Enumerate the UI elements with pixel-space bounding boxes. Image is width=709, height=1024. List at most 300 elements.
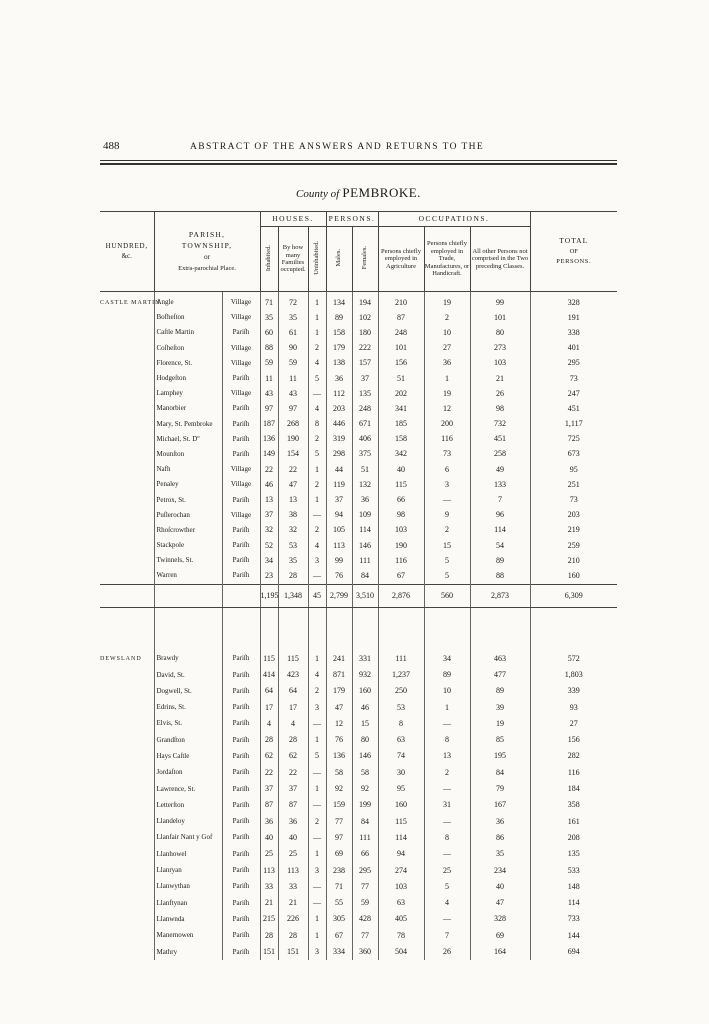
table-row xyxy=(100,895,617,911)
type-cell: Pariſh xyxy=(222,911,260,927)
other-cell: 79 xyxy=(470,781,530,797)
agriculture-cell: 94 xyxy=(378,846,424,862)
county-prefix: County of xyxy=(296,188,340,200)
families-cell: 40 xyxy=(278,830,308,846)
uninhabited-cell: — xyxy=(308,508,326,523)
hundred-cell xyxy=(100,748,154,764)
table-row xyxy=(100,928,617,944)
parish-cell: Penaley xyxy=(154,477,222,492)
trade-cell: 116 xyxy=(424,432,470,447)
parish-cell: Mathry xyxy=(154,944,222,960)
other-cell: 103 xyxy=(470,356,530,371)
gap-cell xyxy=(326,607,352,648)
uninhabited-cell: 1 xyxy=(308,781,326,797)
families-cell: 28 xyxy=(278,568,308,584)
type-cell: Pariſh xyxy=(222,765,260,781)
uninhabited-cell: 1 xyxy=(308,292,326,311)
agriculture-cell: 248 xyxy=(378,325,424,340)
parish-cell: Twinnels, St. xyxy=(154,553,222,568)
parish-cell: Hays Caſtle xyxy=(154,748,222,764)
trade-cell: — xyxy=(424,781,470,797)
agriculture-cell: 405 xyxy=(378,911,424,927)
trade-cell: 3 xyxy=(424,477,470,492)
table-row xyxy=(100,523,617,538)
parish-cell: Edrins, St. xyxy=(154,699,222,715)
total-cell: 282 xyxy=(567,751,580,761)
males-cell: 92 xyxy=(326,781,352,797)
other-cell: 258 xyxy=(470,447,530,462)
females-cell: 295 xyxy=(352,862,378,878)
hundred-cell xyxy=(100,911,154,927)
total-cell: 148 xyxy=(567,881,580,891)
families-cell: 13 xyxy=(278,492,308,507)
trade-cell: 5 xyxy=(424,568,470,584)
gap-cell xyxy=(530,607,617,648)
type-cell: Pariſh xyxy=(222,830,260,846)
head-rule-2 xyxy=(100,163,617,165)
type-cell: Pariſh xyxy=(222,846,260,862)
parish-cell: Hodgeſton xyxy=(154,371,222,386)
type-cell: Village xyxy=(222,341,260,356)
inhabited-cell: 215 xyxy=(260,911,278,927)
inhabited-cell: 37 xyxy=(260,508,278,523)
hundred-cell xyxy=(100,310,154,325)
trade-cell: 89 xyxy=(424,667,470,683)
hundred-cell xyxy=(100,538,154,553)
hundred-cell xyxy=(100,846,154,862)
agriculture-cell: 101 xyxy=(378,341,424,356)
total-cell: 1,803 xyxy=(564,670,583,679)
hundred-cell xyxy=(100,462,154,477)
inhabited-cell: 115 xyxy=(260,648,278,667)
total-other-cell: 2,873 xyxy=(470,584,530,607)
hundred-cell xyxy=(100,781,154,797)
uninhabited-cell: — xyxy=(308,568,326,584)
females-cell: 375 xyxy=(352,447,378,462)
parish-header-3: or xyxy=(204,252,210,261)
females-cell: 111 xyxy=(352,553,378,568)
inhabited-cell: 87 xyxy=(260,797,278,813)
running-head: ABSTRACT OF THE ANSWERS AND RETURNS TO THE xyxy=(190,142,485,152)
total-trade-cell: 560 xyxy=(424,584,470,607)
total-cell: 116 xyxy=(567,767,580,777)
parish-cell: Grandſton xyxy=(154,732,222,748)
type-cell: Village xyxy=(222,356,260,371)
inhabited-cell: 23 xyxy=(260,568,278,584)
type-cell: Pariſh xyxy=(222,895,260,911)
other-cell: 195 xyxy=(470,748,530,764)
total-cell: 219 xyxy=(567,525,580,535)
males-cell: 238 xyxy=(326,862,352,878)
trade-cell: 200 xyxy=(424,417,470,432)
table-row xyxy=(100,814,617,830)
families-cell: 423 xyxy=(278,667,308,683)
type-cell: Village xyxy=(222,292,260,311)
uninhabited-cell: 1 xyxy=(308,911,326,927)
families-cell: 43 xyxy=(278,386,308,401)
total-cell: 93 xyxy=(569,702,578,712)
trade-cell: 2 xyxy=(424,523,470,538)
hundred-cell xyxy=(100,492,154,507)
females-cell: 932 xyxy=(352,667,378,683)
uninhabited-cell: 1 xyxy=(308,462,326,477)
inhabited-cell: 64 xyxy=(260,683,278,699)
families-cell: 38 xyxy=(278,508,308,523)
females-cell: 146 xyxy=(352,538,378,553)
table-row xyxy=(100,667,617,683)
parish-cell: Mounſton xyxy=(154,447,222,462)
uninhabited-cell: 4 xyxy=(308,538,326,553)
type-cell: Pariſh xyxy=(222,699,260,715)
females-cell: 80 xyxy=(352,732,378,748)
inhabited-cell: 136 xyxy=(260,432,278,447)
uninhabited-cell: 1 xyxy=(308,325,326,340)
hundred-cell xyxy=(100,797,154,813)
hundred-cell xyxy=(100,765,154,781)
agriculture-cell: 190 xyxy=(378,538,424,553)
families-cell: 11 xyxy=(278,371,308,386)
gap-cell xyxy=(222,607,260,648)
uninhabited-cell: 1 xyxy=(308,492,326,507)
type-cell xyxy=(222,584,260,607)
trade-cell: — xyxy=(424,846,470,862)
agriculture-cell: 114 xyxy=(378,830,424,846)
females-cell: 77 xyxy=(352,928,378,944)
inhabited-cell: 22 xyxy=(260,462,278,477)
total-row xyxy=(100,584,617,607)
families-cell: 33 xyxy=(278,879,308,895)
agriculture-cell: 116 xyxy=(378,553,424,568)
males-header-text: Males. xyxy=(335,249,343,267)
agriculture-cell: 78 xyxy=(378,928,424,944)
males-cell: 89 xyxy=(326,310,352,325)
families-cell: 21 xyxy=(278,895,308,911)
trade-cell: 1 xyxy=(424,699,470,715)
table-row xyxy=(100,401,617,416)
males-cell: 76 xyxy=(326,732,352,748)
females-cell: 84 xyxy=(352,814,378,830)
families-cell: 64 xyxy=(278,683,308,699)
hundred-cell xyxy=(100,508,154,523)
hundred-cell xyxy=(100,523,154,538)
uninhabited-cell: 5 xyxy=(308,371,326,386)
uninhabited-cell: 3 xyxy=(308,553,326,568)
agriculture-cell: 160 xyxy=(378,797,424,813)
uninhabited-cell: — xyxy=(308,386,326,401)
type-cell: Pariſh xyxy=(222,944,260,960)
hundred-cell xyxy=(100,325,154,340)
trade-cell: 15 xyxy=(424,538,470,553)
families-cell: 61 xyxy=(278,325,308,340)
parish-cell: Puſlerochan xyxy=(154,508,222,523)
uninhabited-cell: 8 xyxy=(308,417,326,432)
total-cell: 184 xyxy=(567,784,580,794)
total-females-cell: 3,510 xyxy=(352,584,378,607)
table-row xyxy=(100,716,617,732)
agriculture-cell: 185 xyxy=(378,417,424,432)
total-cell: 673 xyxy=(567,449,580,459)
females-cell: 222 xyxy=(352,341,378,356)
section-gap xyxy=(100,607,617,648)
families-cell: 25 xyxy=(278,846,308,862)
inhabited-cell: 52 xyxy=(260,538,278,553)
males-cell: 69 xyxy=(326,846,352,862)
type-cell: Pariſh xyxy=(222,492,260,507)
other-cell: 133 xyxy=(470,477,530,492)
agriculture-cell: 115 xyxy=(378,477,424,492)
trade-cell: 73 xyxy=(424,447,470,462)
parish-header xyxy=(154,212,260,292)
hundred-cell xyxy=(100,895,154,911)
agriculture-header: Persons chiefly employed in Agriculture xyxy=(378,227,424,292)
table-row xyxy=(100,386,617,401)
inhabited-cell: 40 xyxy=(260,830,278,846)
uninhabited-cell: 2 xyxy=(308,683,326,699)
persons-header: PERSONS. xyxy=(326,212,378,227)
total-cell: 295 xyxy=(567,358,580,368)
trade-cell: 6 xyxy=(424,462,470,477)
total-cell: 114 xyxy=(567,898,580,908)
parish-cell: Rhoſcrowther xyxy=(154,523,222,538)
other-cell: 88 xyxy=(470,568,530,584)
females-cell: 406 xyxy=(352,432,378,447)
females-cell: 160 xyxy=(352,683,378,699)
table-row xyxy=(100,797,617,813)
agriculture-cell: 103 xyxy=(378,879,424,895)
inhabited-cell: 37 xyxy=(260,781,278,797)
parish-cell: David, St. xyxy=(154,667,222,683)
total-cell: 451 xyxy=(567,403,580,413)
total-cell: 251 xyxy=(567,479,580,489)
table-body xyxy=(100,292,617,961)
other-header: All other Persons not comprised in the Two preceding Classes. xyxy=(470,227,530,292)
inhabited-cell: 13 xyxy=(260,492,278,507)
agriculture-cell: 98 xyxy=(378,508,424,523)
total-header-2: OF xyxy=(569,247,578,255)
parish-header-4: Extra-parochial Place. xyxy=(178,264,236,272)
hundred-cell xyxy=(100,584,154,607)
trade-cell: — xyxy=(424,814,470,830)
families-cell: 226 xyxy=(278,911,308,927)
hundred-cell xyxy=(100,879,154,895)
trade-cell: 36 xyxy=(424,356,470,371)
uninhabited-cell: 3 xyxy=(308,862,326,878)
males-cell: 77 xyxy=(326,814,352,830)
females-cell: 114 xyxy=(352,523,378,538)
males-cell: 94 xyxy=(326,508,352,523)
inhabited-cell: 11 xyxy=(260,371,278,386)
inhabited-cell: 36 xyxy=(260,814,278,830)
uninhabited-cell: — xyxy=(308,830,326,846)
total-inhabited-cell: 1,195 xyxy=(260,584,278,607)
population-table xyxy=(100,211,617,960)
other-cell: 54 xyxy=(470,538,530,553)
type-cell: Pariſh xyxy=(222,553,260,568)
parish-cell: Stackpole xyxy=(154,538,222,553)
hundred-cell xyxy=(100,716,154,732)
females-cell: 135 xyxy=(352,386,378,401)
total-cell: 210 xyxy=(567,555,580,565)
inhabited-cell: 60 xyxy=(260,325,278,340)
agriculture-cell: 1,237 xyxy=(378,667,424,683)
agriculture-cell: 111 xyxy=(378,648,424,667)
gap-cell xyxy=(378,607,424,648)
type-cell: Pariſh xyxy=(222,432,260,447)
parish-cell: Michael, St. Dº xyxy=(154,432,222,447)
females-cell: 157 xyxy=(352,356,378,371)
hundred-cell xyxy=(100,944,154,960)
total-cell: 725 xyxy=(567,434,580,444)
parish-header-2: TOWNSHIP, xyxy=(181,241,233,251)
families-cell: 36 xyxy=(278,814,308,830)
gap-cell xyxy=(308,607,326,648)
other-cell: 96 xyxy=(470,508,530,523)
other-cell: 19 xyxy=(470,716,530,732)
inhabited-cell: 21 xyxy=(260,895,278,911)
table-row xyxy=(100,341,617,356)
males-cell: 319 xyxy=(326,432,352,447)
males-cell: 298 xyxy=(326,447,352,462)
males-cell: 138 xyxy=(326,356,352,371)
type-cell: Village xyxy=(222,477,260,492)
total-cell: 339 xyxy=(567,686,580,696)
uninhabited-cell: 1 xyxy=(308,846,326,862)
females-cell: 132 xyxy=(352,477,378,492)
table-row xyxy=(100,748,617,764)
total-families-cell: 1,348 xyxy=(278,584,308,607)
type-cell: Pariſh xyxy=(222,447,260,462)
total-cell: 27 xyxy=(569,718,578,728)
males-header xyxy=(326,227,352,292)
families-cell: 53 xyxy=(278,538,308,553)
inhabited-cell: 28 xyxy=(260,732,278,748)
inhabited-cell: 25 xyxy=(260,846,278,862)
males-cell: 76 xyxy=(326,568,352,584)
trade-cell: 25 xyxy=(424,862,470,878)
uninhabited-cell: 4 xyxy=(308,667,326,683)
uninhabited-cell: — xyxy=(308,716,326,732)
other-cell: 101 xyxy=(470,310,530,325)
total-cell: 160 xyxy=(567,570,580,580)
females-cell: 194 xyxy=(352,292,378,311)
other-cell: 273 xyxy=(470,341,530,356)
families-cell: 28 xyxy=(278,928,308,944)
inhabited-cell: 113 xyxy=(260,862,278,878)
inhabited-header xyxy=(260,227,278,292)
total-males-cell: 2,799 xyxy=(326,584,352,607)
other-cell: 89 xyxy=(470,553,530,568)
families-cell: 59 xyxy=(278,356,308,371)
males-cell: 47 xyxy=(326,699,352,715)
total-cell: 358 xyxy=(567,800,580,810)
uninhabited-cell: 1 xyxy=(308,310,326,325)
agriculture-cell: 341 xyxy=(378,401,424,416)
females-cell: 102 xyxy=(352,310,378,325)
type-cell: Pariſh xyxy=(222,667,260,683)
males-cell: 871 xyxy=(326,667,352,683)
type-cell: Pariſh xyxy=(222,683,260,699)
total-cell: 533 xyxy=(567,865,580,875)
males-cell: 203 xyxy=(326,401,352,416)
uninhabited-cell: 2 xyxy=(308,432,326,447)
trade-cell: 9 xyxy=(424,508,470,523)
type-cell: Pariſh xyxy=(222,928,260,944)
females-cell: 92 xyxy=(352,781,378,797)
total-uninhabited-cell: 45 xyxy=(308,584,326,607)
uninhabited-cell: 3 xyxy=(308,944,326,960)
agriculture-cell: 30 xyxy=(378,765,424,781)
other-cell: 451 xyxy=(470,432,530,447)
type-cell: Pariſh xyxy=(222,325,260,340)
males-cell: 119 xyxy=(326,477,352,492)
other-cell: 328 xyxy=(470,911,530,927)
type-cell: Village xyxy=(222,386,260,401)
females-cell: 58 xyxy=(352,765,378,781)
other-cell: 49 xyxy=(470,462,530,477)
inhabited-cell: 28 xyxy=(260,928,278,944)
agriculture-cell: 8 xyxy=(378,716,424,732)
inhabited-cell: 35 xyxy=(260,310,278,325)
trade-cell: 10 xyxy=(424,325,470,340)
families-header: By how many Families occupied. xyxy=(278,227,308,292)
uninhabited-cell: 2 xyxy=(308,814,326,830)
table-row xyxy=(100,830,617,846)
type-cell: Pariſh xyxy=(222,568,260,584)
males-cell: 37 xyxy=(326,492,352,507)
total-cell: 401 xyxy=(567,343,580,353)
total-header-1: TOTAL xyxy=(559,236,589,246)
total-cell: 733 xyxy=(567,914,580,924)
parish-cell: Manernowen xyxy=(154,928,222,944)
uninhabited-cell: 1 xyxy=(308,648,326,667)
other-cell: 84 xyxy=(470,765,530,781)
hundred-cell xyxy=(100,386,154,401)
males-cell: 36 xyxy=(326,371,352,386)
total-cell: 95 xyxy=(569,464,578,474)
males-cell: 241 xyxy=(326,648,352,667)
families-cell: 90 xyxy=(278,341,308,356)
total-cell: 572 xyxy=(567,653,580,663)
hundred-cell xyxy=(100,732,154,748)
uninhabited-cell: 5 xyxy=(308,748,326,764)
parish-cell xyxy=(154,584,222,607)
total-total-cell: 6,309 xyxy=(530,584,617,607)
total-header xyxy=(530,212,617,292)
hundred-cell xyxy=(100,568,154,584)
other-cell: 26 xyxy=(470,386,530,401)
head-rule-1 xyxy=(100,160,617,161)
parish-cell: Lamphey xyxy=(154,386,222,401)
parish-cell: Llanwnda xyxy=(154,911,222,927)
males-cell: 12 xyxy=(326,716,352,732)
trade-cell: 1 xyxy=(424,371,470,386)
total-cell: 135 xyxy=(567,849,580,859)
females-cell: 15 xyxy=(352,716,378,732)
inhabited-cell: 71 xyxy=(260,292,278,311)
females-header-text: Females. xyxy=(361,246,369,270)
females-cell: 37 xyxy=(352,371,378,386)
males-cell: 67 xyxy=(326,928,352,944)
other-cell: 167 xyxy=(470,797,530,813)
males-cell: 58 xyxy=(326,765,352,781)
females-cell: 671 xyxy=(352,417,378,432)
inhabited-cell: 22 xyxy=(260,765,278,781)
agriculture-cell: 504 xyxy=(378,944,424,960)
total-cell: 156 xyxy=(567,735,580,745)
uninhabited-cell: 4 xyxy=(308,401,326,416)
table-row xyxy=(100,781,617,797)
inhabited-header-text: Inhabited. xyxy=(265,244,273,271)
